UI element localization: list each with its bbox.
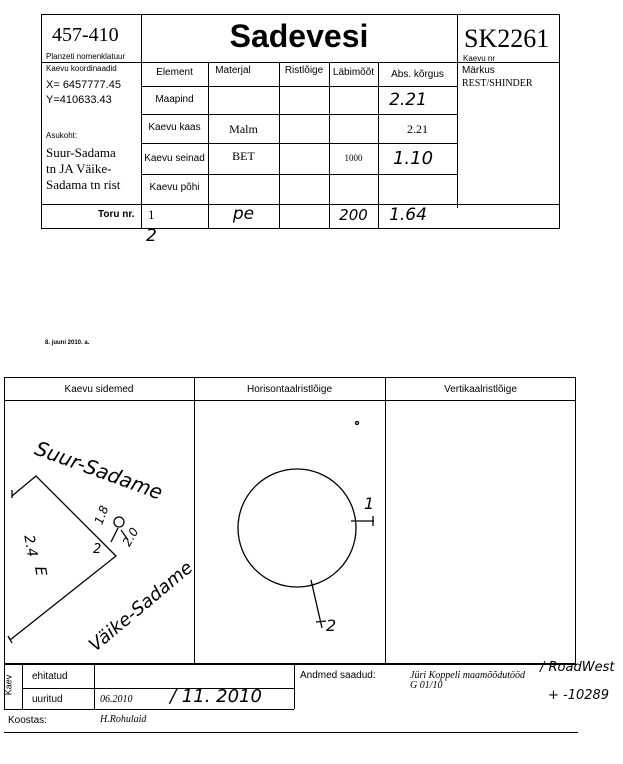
coords-label: Kaevu koordinaadid: [46, 64, 117, 73]
date-note: 8. juuni 2010. a.: [45, 340, 90, 346]
source-code: G 01/10: [410, 680, 443, 691]
pipe-diameter: 200: [339, 206, 368, 224]
location-line1: Suur-Sadama: [46, 145, 116, 160]
row-element: Maapind: [155, 94, 194, 105]
page-title: Sadevesi: [229, 18, 369, 54]
well-number-label: Kaevu nr: [463, 54, 496, 63]
col-header-material: Materjal: [215, 65, 251, 76]
kaev-label: Kaev: [3, 674, 14, 696]
source-label: Andmed saadud:: [300, 670, 376, 681]
col-header-element: Element: [156, 67, 193, 78]
built-label: ehitatud: [32, 671, 68, 682]
sketch-col-horizontal: Horisontaalristlõige: [246, 384, 333, 395]
pipe-no: 1: [148, 207, 155, 222]
row-material: Malm: [229, 122, 258, 136]
location-label: Asukoht:: [46, 131, 78, 140]
row-element: Kaevu kaas: [148, 122, 201, 133]
author-label: Koostas:: [8, 715, 47, 726]
street-label-1: Suur-Sadame: [31, 436, 167, 505]
source-hand: / RoadWest: [540, 660, 615, 675]
source-hand-2: + -10289: [548, 688, 610, 703]
row-elevation: 2.21: [407, 122, 428, 136]
nomenclature-value: 457-410: [52, 24, 119, 46]
row-element: Kaevu põhi: [149, 182, 200, 193]
sketch-col-vertical: Vertikaalristlõige: [444, 384, 517, 395]
measured-label: uuritud: [32, 694, 63, 705]
measured-hand: / 11. 2010: [170, 686, 262, 707]
row-diameter: 1000: [344, 153, 363, 163]
measured-value: 06.2010: [100, 694, 133, 705]
col-header-cross: Ristlõige: [284, 65, 324, 76]
col-header-elevation: Abs. kõrgus: [391, 69, 444, 80]
dim-label: 2.0: [119, 525, 142, 549]
remark-label: Märkus: [462, 65, 495, 76]
source-value: Jüri Koppeli maamõõdutööd: [410, 670, 525, 681]
remark-value: REST/SHINDER: [462, 78, 533, 89]
dim-label: 1.8: [91, 503, 112, 527]
coord-x: X= 6457777.45: [46, 79, 121, 91]
author-value: H.Rohulaid: [100, 714, 147, 725]
coord-y: Y=410633.43: [46, 94, 112, 106]
sketch-col-links: Kaevu sidemed: [64, 384, 134, 395]
pipe-marker: 1: [364, 494, 375, 513]
well-number: SK2261: [464, 24, 550, 53]
row-element: Kaevu seinad: [144, 153, 205, 164]
pipe-material: pe: [232, 204, 255, 224]
nomenclature-label: Planzeti nomenklatuur: [46, 52, 126, 61]
dim-label: E: [31, 564, 51, 578]
row-material: BET: [232, 149, 255, 163]
location-line2: tn JA Väike-: [46, 161, 112, 176]
pipe2-no: 2: [146, 226, 157, 246]
row-elevation: 2.21: [389, 90, 427, 110]
col-header-diameter: Läbimõõt: [332, 67, 375, 78]
row-elevation: 1.10: [392, 148, 434, 169]
dim-label: 2: [93, 542, 102, 557]
pipe-label: Toru nr.: [98, 209, 135, 220]
street-label-2: Väike-Sadame: [85, 557, 198, 657]
location-line3: Sadama tn rist: [46, 177, 121, 192]
pipe-elevation: 1.64: [389, 205, 427, 225]
pipe-marker: 2: [326, 616, 337, 635]
dim-label: 2.4: [20, 533, 40, 559]
